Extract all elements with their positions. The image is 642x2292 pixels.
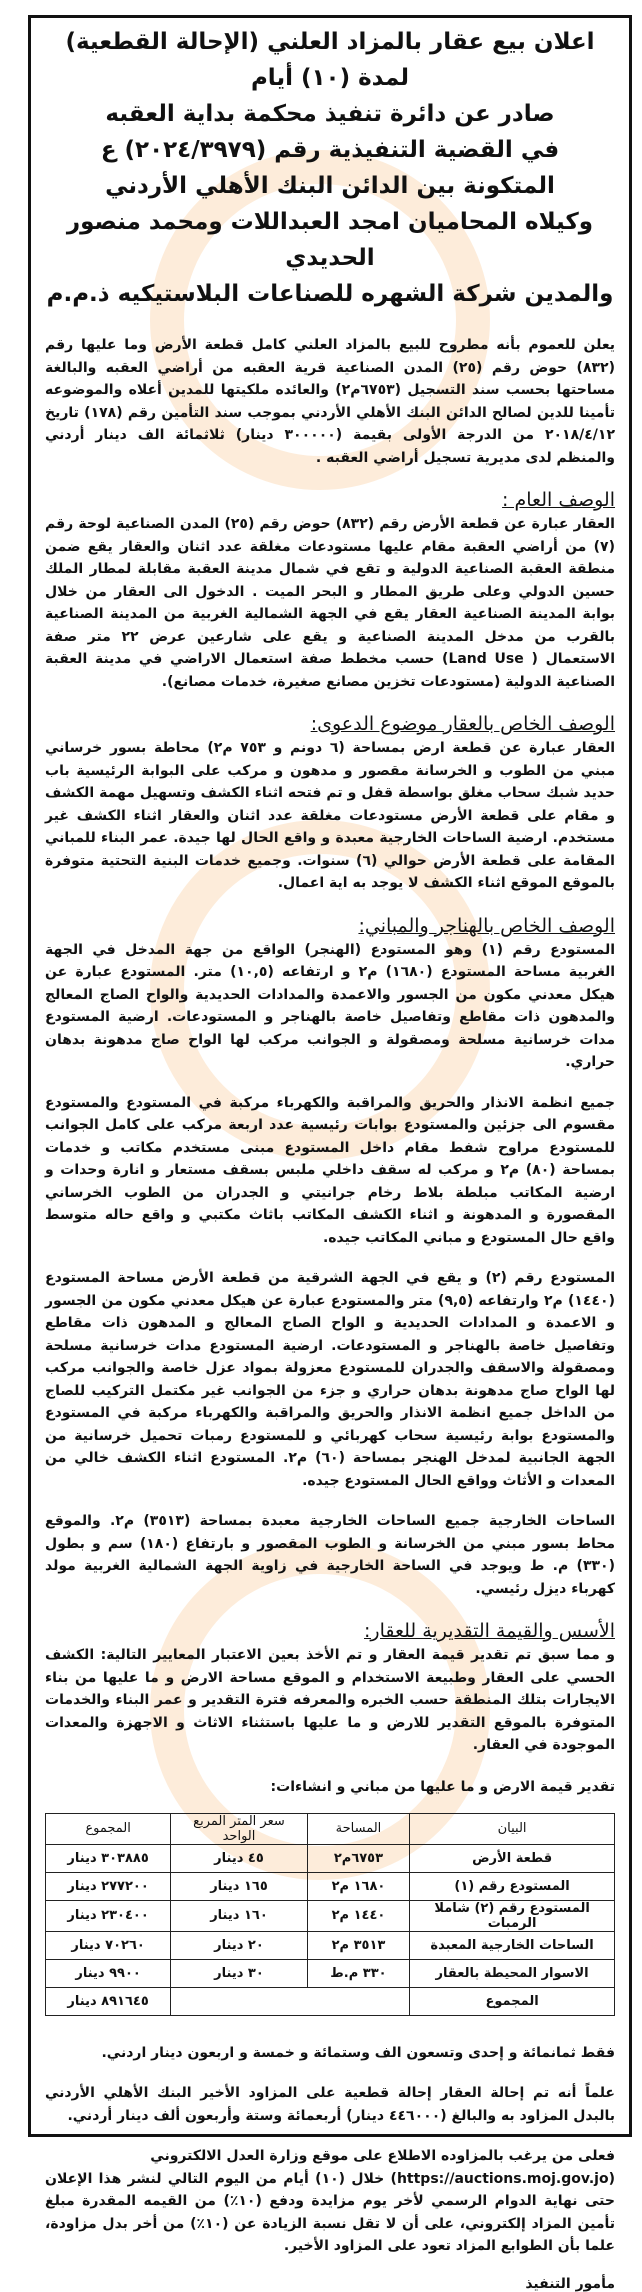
- referral-text: علماً أنه تم إحالة العقار إحالة قطعية على المزاود الأخير البنك الأهلي الأردني بالبدل المزاود به والبالغ (٤٤٦٠٠٠ دينار) أربعمائة وستة وأربعون ألف دينار أردني.: [45, 2085, 615, 2124]
- title-line: وكيلاه المحاميان امجد العبداللات ومحمد منصور الحديدي: [66, 209, 594, 271]
- cell: قطعة الأرض: [410, 1844, 615, 1872]
- cell: المستودع رقم (٢) شاملا الرمبات: [410, 1900, 615, 1931]
- total-label: المجموع: [410, 1987, 615, 2015]
- closing-text: [45, 2145, 615, 2258]
- cell: ١٦٠ دينار: [171, 1900, 308, 1931]
- cell: الاسوار المحيطة بالعقار: [410, 1959, 615, 1987]
- table-row: [46, 1931, 615, 1959]
- title-line: والمدين شركة الشهره للصناعات البلاستيكيه ذ.م.م: [46, 281, 614, 307]
- cell: ٢٠ دينار: [171, 1931, 308, 1959]
- header-cell: البيان: [410, 1813, 615, 1844]
- header-cell: سعر المتر المربع الواحد: [171, 1813, 308, 1844]
- valuation-heading: الأسس والقيمة التقديرية للعقار:: [364, 1620, 615, 1642]
- empty-cell: [171, 1987, 410, 2015]
- general-text: العقار عبارة عن قطعة الأرض رقم (٨٣٢) حوض رقم (٢٥) المدن الصناعية لوحة رقم (٧) من أراضي العقبة مقام عليها مستودعات مغلقة عدد اثنان والعقار يقع ضمن منطقة العقبة الصناعية الدولية و تقع في شمال مدينة العقبة مقابلة لمطار الملك حسين الدولي وعلى طريق المطار و البحر الميت . الدخول الى العقار من خلال بوابة المدينة الصناعية العقار يقع في الجهة الشمالية الغربية من المدينة الصناعية بالقرب من مدخل المدينة الصناعية و يقع على شارعين عرض ٢٢ متر صفة الاستعمال ( Land Use) حسب مخطط صفة استعمال الاراضي في مدينة العقبة الصناعية الدولية (مستودعات تخزين مصانع صغيرة، خدمات مصانع).: [45, 516, 615, 690]
- valuation-table: [45, 1813, 615, 2016]
- signature: مأمور التنفيذ: [525, 2275, 615, 2292]
- table-header-row: [46, 1813, 615, 1844]
- table-row: [46, 1844, 615, 1872]
- amount-in-words: فقط ثمانمائة و إحدى وتسعون الف وستمائة و خمسة و اربعون دينار اردني.: [101, 2044, 615, 2061]
- table-row: [46, 1872, 615, 1900]
- property-heading: الوصف الخاص بالعقار موضوع الدعوى:: [310, 713, 615, 735]
- cell: ٦٧٥٣م٢: [307, 1844, 409, 1872]
- title-line: صادر عن دائرة تنفيذ محكمة بداية العقبه: [105, 101, 555, 127]
- intro-paragraph: يعلن للعموم بأنه مطروح للبيع بالمزاد العلني كامل قطعة الأرض وما عليها رقم (٨٣٢) حوض رقم (٢٥) المدن الصناعية قرية العقبه من أراضي العقبه والبالغة مساحتها بحسب سند التسجيل (٦٧٥٣م٢) والعائده ملكيتها للمدين أعلاه والموضوعه تأمينا للدين لصالح الدائن البنك الأهلي الأردني بموجب سند التأمين رقم (١٧٨) تاريخ ٢٠١٨/٤/١٢ من الدرجة الأولى بقيمة (٣٠٠٠٠٠ دينار) ثلاثمائة الف دينار أردني والمنظم لدى مديرية تسجيل أراضي العقبه .: [45, 337, 616, 466]
- cell: ٢٣٠٤٠٠ دينار: [46, 1900, 171, 1931]
- auction-notice: [28, 15, 632, 2292]
- notice-title: [45, 24, 615, 312]
- hangar-paragraph: المستودع رقم (١) وهو المستودع (الهنجر) الواقع من جهة المدخل في الجهة الغربية مساحة المستودع (١٦٨٠) م٢ و ارتفاعه (١٠,٥) متر. المستودع عبارة عن هيكل معدني مكون من الجسور والاعمدة والمدادات الحديدية والواح الصاج المعالج والمدهون ذات مقاطع وتفاصيل خاصة بالهناجر و المستودعات. ارضية المستودع مدات خرسانية مسلحة ومصقولة و الجوانب مركب لها الواح صاج مدهونة بدهان حراري.: [45, 941, 616, 1070]
- hangar-paragraph: الساحات الخارجية جميع الساحات الخارجية معبدة بمساحة (٣٥١٣) م٢. والموقع محاط بسور مبني من الخرسانة و الطوب المقصور و بارتفاع (١٨٠) سم و بطول (٣٣٠) م. ط ويوجد في الساحة الخارجية في زاوية الجهة الشمالية الغربية مولد كهرباء ديزل رئيسي.: [45, 1513, 616, 1597]
- cell: المستودع رقم (١): [410, 1872, 615, 1900]
- hangar-paragraph: المستودع رقم (٢) و يقع في الجهة الشرقية من قطعة الأرض مساحة المستودع (١٤٤٠) م٢ وارتفاعه (٩,٥) متر والمستودع عبارة عن هيكل معدني مكون من الجسور و الاعمدة و المدادات الحديدية و الواح الصاج المعالج و المدهون ذات مقاطع وتفاصيل خاصة بالهناجر و المستودعات. ارضية المستودع مدات خرسانية مسلحة ومصقولة والاسقف والجدران للمستودع معزولة بمواد عزل خاصة والجوانب مركب لها الواح صاج مدهونة بدهان حراري و جزء من الجوانب غير مكتمل التركيب للصاج من الداخل جميع انظمة الانذار والحريق والمراقبة والكهرباء مركبة في المستودع والمستودع بوابة رئيسية سحاب كهربائي و للمستودع رمبات تحميل خرسانية من الجهة الجانبية لمدخل الهنجر بمساحة (٦٠) م٢. المستودع اثناء الكشف خالي من المعدات و الأثاث وواقع الحال المستودع جيده.: [45, 1270, 615, 1489]
- cell: ٣٠ دينار: [171, 1959, 308, 1987]
- title-line: في القضية التنفيذية رقم (٢٠٢٤/٣٩٧٩) ع: [100, 137, 560, 163]
- table-row: [46, 1959, 615, 1987]
- table-row: [46, 1900, 615, 1931]
- general-heading: الوصف العام :: [502, 489, 615, 511]
- cell: ١٤٤٠ م٢: [307, 1900, 409, 1931]
- header-cell: المساحة: [307, 1813, 409, 1844]
- auction-url-link[interactable]: (https://auctions.moj.gov.jo): [390, 2170, 615, 2187]
- cell: ٤٥ دينار: [171, 1844, 308, 1872]
- hangar-paragraph: جميع انظمة الانذار والحريق والمراقبة والكهرباء مركبة في المستودع والمستودع مقسوم الى جزئين والمستودع بوابات رئيسية عدد اربعة مركب على كامل الجوانب للمستودع مراوح شفط مقام داخل المستودع مبنى مستخدم مكاتب و خدمات بمساحة (٨٠) م٢ و مركب له سقف داخلي ملبس بسقف مستعار و انارة وحدات و ارضية المكاتب مبلطة بلاط رخام جرانيتي و الجدران من الطوب الخرساني المقصورة و المدهونة و اثناء الكشف المكاتب باثاث مكتبي و واقع حاله متوسط واقع حال المستودع و مباني المكاتب جيده.: [45, 1094, 615, 1246]
- cell: ٣٠٣٨٨٥ دينار: [46, 1844, 171, 1872]
- cell: الساحات الخارجية المعبدة: [410, 1931, 615, 1959]
- title-line: اعلان بيع عقار بالمزاد العلني (الإحالة القطعية) لمدة (١٠) أيام: [65, 29, 595, 91]
- title-line: المتكونة بين الدائن البنك الأهلي الأردني: [105, 173, 555, 199]
- property-text: العقار عبارة عن قطعة ارض بمساحة (٦ دونم و ٧٥٣ م٢) محاطة بسور خرساني مبني من الطوب و الخرسانة مقصور و مدهون و مركب على البوابة الرئيسية باب حديد شبك سحاب مغلق بواسطة قفل و تم فتحه اثناء الكشف وتسهيل مهمة الكشف و مقام على قطعة الأرض مستودعات مغلقة عدد اثنان والعقار اثناء الكشف غير مستخدم. ارضية الساحات الخارجية معبدة و واقع الحال لها جيدة. عمر البناء للمباني المقامة على قطعة الأرض حوالي (٦) سنوات. وجميع خدمات البنية التحتية متوفرة بالموقع الموقع اثناء الكشف لا يوجد به اية اعمال.: [45, 740, 616, 891]
- cell: ٩٩٠٠ دينار: [46, 1959, 171, 1987]
- cell: ٢٧٧٢٠٠ دينار: [46, 1872, 171, 1900]
- table-total-row: [46, 1987, 615, 2015]
- table-caption: تقدير قيمة الارض و ما عليها من مباني و انشاءات:: [270, 1778, 615, 1795]
- total-value: ٨٩١٦٤٥ دينار: [46, 1987, 171, 2015]
- cell: ٧٠٢٦٠ دينار: [46, 1931, 171, 1959]
- header-cell: المجموع: [46, 1813, 171, 1844]
- cell: ١٦٨٠ م٢: [307, 1872, 409, 1900]
- valuation-text: و مما سبق تم تقدير قيمة العقار و تم الأخذ بعين الاعتبار المعايير التالية: الكشف الحسي على العقار وطبيعة الاستخدام و الموقع مساحة الارض و ما عليها من بناء الايجارات بتلك المنطقة حسب الخبره والمعرفه فترة التقدير و عمر البناء والخدمات المتوفرة بالموقع التقدير للارض و ما عليها باستثناء الاثاث و الاجهزة والمعدات الموجودة في العقار.: [45, 1647, 615, 1753]
- closing-intro: فعلى من يرغب بالمزاوده الاطلاع على موقع وزارة العدل الالكتروني: [150, 2148, 615, 2164]
- hangars-heading: الوصف الخاص بالهناجر والمباني:: [358, 914, 615, 937]
- cell: ٣٣٠ م.ط: [307, 1959, 409, 1987]
- closing-body: خلال (١٠) أيام من اليوم التالي لنشر هذا الإعلان حتى نهاية الدوام الرسمي لأخر يوم مزايدة ودفع (١٠٪) من القيمه المقدرة مبلغ تأمين المزاد إلكتروني، على أن لا تقل نسبة الزيادة عن (١٠٪) من أخر بدل مزاودة، علما بأن الطوابع المزاد تعود على المزاود الأخير.: [45, 2170, 615, 2254]
- cell: ٣٥١٣ م٢: [307, 1931, 409, 1959]
- cell: ١٦٥ دينار: [171, 1872, 308, 1900]
